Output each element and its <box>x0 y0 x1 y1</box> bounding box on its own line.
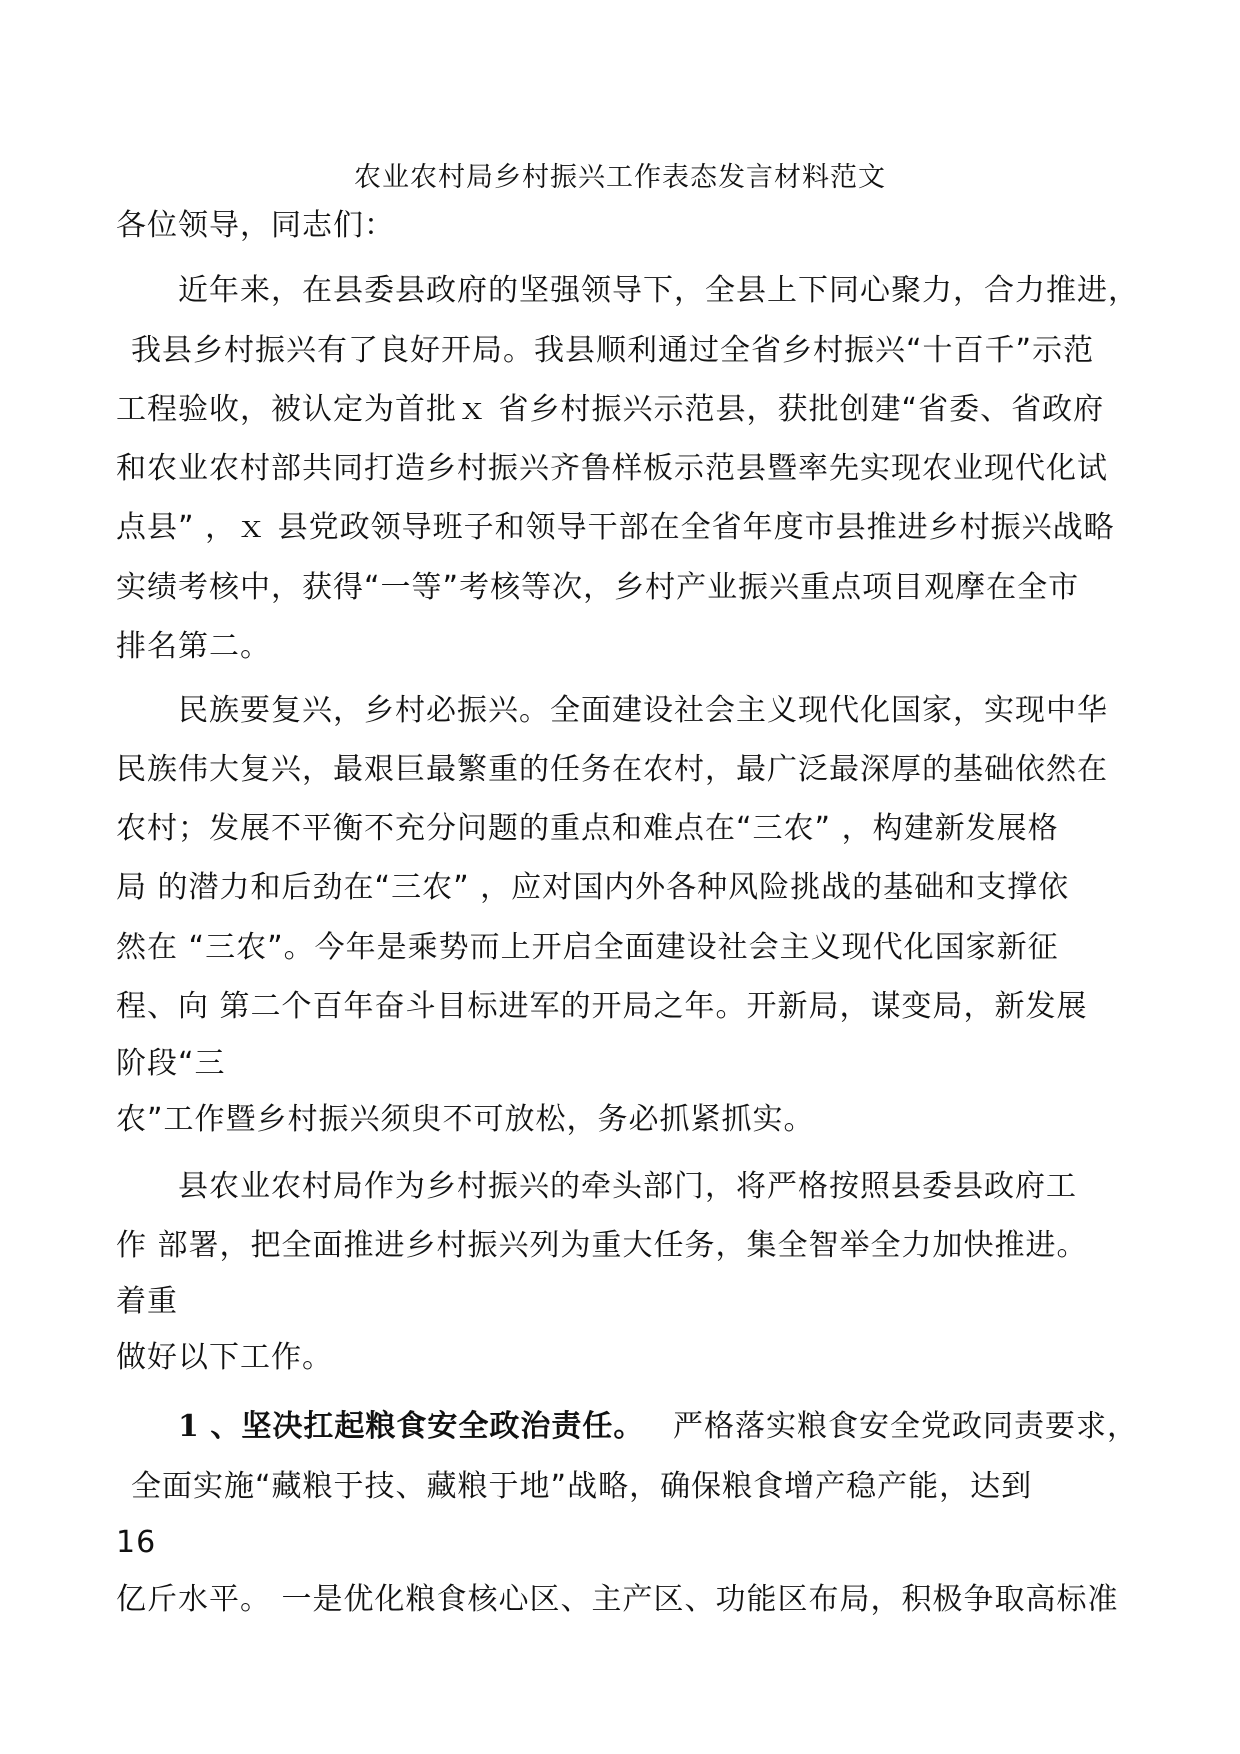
paragraph-line: 然在 “三农”。今年是乘势而上开启全面建设社会主义现代化国家新征 <box>116 930 1059 965</box>
paragraph-line: 阶段“三 <box>116 1046 226 1081</box>
paragraph-line: 近年来，在县委县政府的坚强领导下，全县上下同心聚力，合力推进， <box>178 273 1139 308</box>
paragraph-line: 排名第二。 <box>116 629 271 664</box>
paragraph-line: 全面实施“藏粮于技、藏粮于地”战略，确保粮食增产稳产能，达到 <box>131 1469 1033 1504</box>
section-text: 严格落实粮食安全党政同责要求， <box>672 1409 1138 1444</box>
paragraph-line: 点县” ，ｘ 县党政领导班子和领导干部在全省年度市县推进乡村振兴战略 <box>116 510 1115 545</box>
paragraph-line: 做好以下工作。 <box>116 1340 333 1375</box>
paragraph-line: 着重 <box>116 1284 178 1319</box>
paragraph-line: 农”工作暨乡村振兴须臾不可放松，务必抓紧抓实。 <box>116 1102 815 1137</box>
paragraph-line: 实绩考核中，获得“一等”考核等次，乡村产业振兴重点项目观摩在全市 <box>116 570 1080 605</box>
salutation: 各位领导，同志们： <box>116 208 395 243</box>
paragraph-line: 民族要复兴，乡村必振兴。全面建设社会主义现代化国家，实现中华 <box>178 693 1108 728</box>
paragraph-line: 亿斤水平。 一是优化粮食核心区、主产区、功能区布局，积极争取高标准 <box>116 1582 1119 1617</box>
paragraph-line: 民族伟大复兴，最艰巨最繁重的任务在农村，最广泛最深厚的基础依然在 <box>116 752 1108 787</box>
paragraph-line: 16 <box>116 1525 157 1560</box>
paragraph-line: 程、向 第二个百年奋斗目标进军的开局之年。开新局，谋变局，新发展 <box>116 989 1088 1024</box>
paragraph-line: 和农业农村部共同打造乡村振兴齐鲁样板示范县暨率先实现农业现代化试 <box>116 451 1108 486</box>
paragraph-line: 农村；发展不平衡不充分问题的重点和难点在“三农” ，构建新发展格 <box>116 811 1059 846</box>
paragraph-line: 县农业农村局作为乡村振兴的牵头部门，将严格按照县委县政府工 <box>178 1169 1077 1204</box>
paragraph-line: 工程验收，被认定为首批ｘ 省乡村振兴示范县，获批创建“省委、省政府 <box>116 392 1105 427</box>
section-number: 1 <box>178 1409 200 1444</box>
section-heading-line <box>178 1408 1138 1446</box>
section-heading: 、坚决扛起粮食安全政治责任。 <box>210 1409 645 1444</box>
document-title: 农业农村局乡村振兴工作表态发言材料范文 <box>354 162 886 193</box>
paragraph-line: 局 的潜力和后劲在“三农” ，应对国内外各种风险挑战的基础和支撑依 <box>116 870 1070 905</box>
paragraph-line: 我县乡村振兴有了良好开局。我县顺利通过全省乡村振兴“十百千”示范 <box>131 333 1095 368</box>
paragraph-line: 作 部署，把全面推进乡村振兴列为重大任务，集全智举全力加快推进。 <box>116 1228 1088 1263</box>
